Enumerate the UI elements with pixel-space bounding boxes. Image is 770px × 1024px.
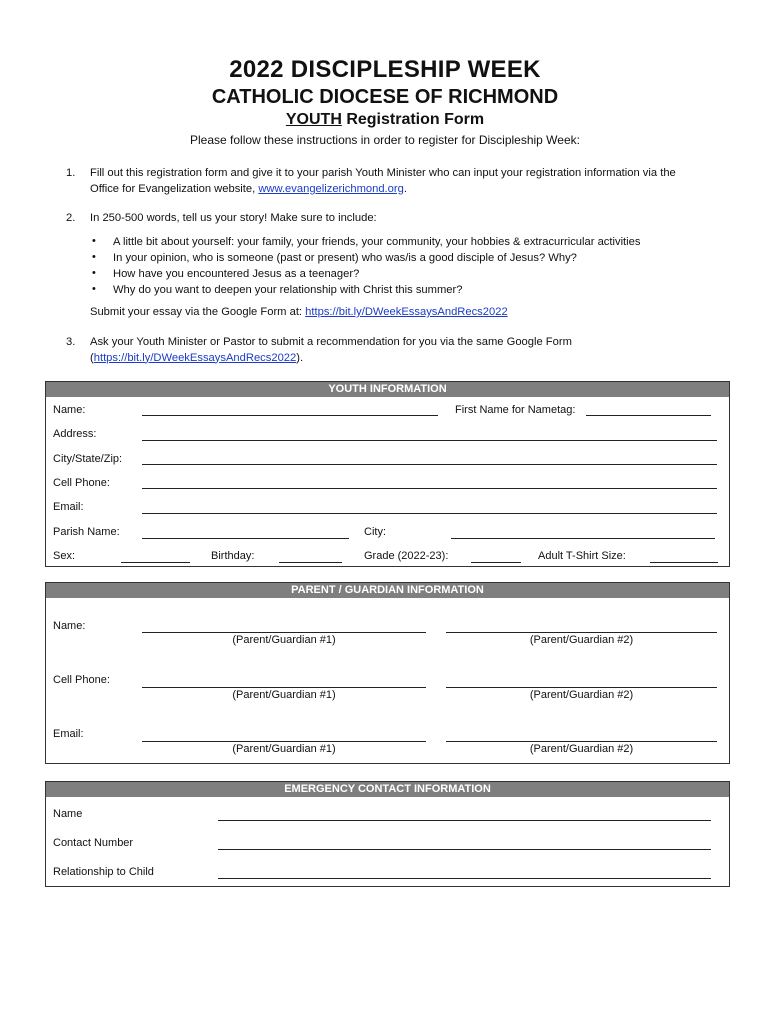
city-state-zip-field[interactable] xyxy=(142,464,717,465)
birthday-field[interactable] xyxy=(279,562,342,563)
diocese-title: CATHOLIC DIOCESE OF RICHMOND xyxy=(211,86,559,108)
parent1-caption: (Parent/Guardian #1) xyxy=(232,689,336,701)
parent1-name-field[interactable] xyxy=(142,632,426,633)
bullet-glyph: • xyxy=(92,251,96,263)
step-3-text xyxy=(90,335,730,366)
bullet-glyph: • xyxy=(92,267,96,279)
grade-label: Grade (2022-23): xyxy=(364,550,449,562)
parent-cell-label: Cell Phone: xyxy=(53,674,110,686)
parent2-caption: (Parent/Guardian #2) xyxy=(529,689,634,701)
youth-word: YOUTH xyxy=(285,111,342,128)
parent2-caption: (Parent/Guardian #2) xyxy=(529,743,634,755)
relationship-field[interactable] xyxy=(218,878,711,879)
youth-information-heading: YOUTH INFORMATION xyxy=(46,382,729,397)
youth-cell-field[interactable] xyxy=(142,488,717,489)
address-label: Address: xyxy=(53,428,97,440)
grade-field[interactable] xyxy=(471,562,521,563)
youth-name-field[interactable] xyxy=(142,415,438,416)
bullet-glyph: • xyxy=(92,283,96,295)
step-3-number: 3. xyxy=(66,336,76,348)
parent2-email-field[interactable] xyxy=(446,741,717,742)
step-1-end: . xyxy=(403,182,407,195)
bullet-item: In your opinion, who is someone (past or present) who was/is a good disciple of Jesus? Why? xyxy=(113,252,577,264)
step-3-close: ). xyxy=(296,351,304,364)
nametag-label: First Name for Nametag: xyxy=(455,404,576,416)
step-3-line-b xyxy=(90,351,730,367)
form-title: 2022 DISCIPLESHIP WEEK xyxy=(229,56,541,83)
address-field[interactable] xyxy=(142,440,717,441)
parish-city-label: City: xyxy=(364,526,386,538)
contact-number-label: Contact Number xyxy=(53,837,134,849)
parent-information-heading: PARENT / GUARDIAN INFORMATION xyxy=(46,583,729,598)
relationship-label: Relationship to Child xyxy=(53,866,154,878)
sex-label: Sex: xyxy=(53,550,76,562)
evangelize-link[interactable]: www.evangelizerichmond.org xyxy=(258,182,404,195)
step-1-number: 1. xyxy=(66,167,76,179)
birthday-label: Birthday: xyxy=(211,550,255,562)
essay-form-link[interactable]: https://bit.ly/DWeekEssaysAndRecs2022 xyxy=(305,306,508,318)
youth-email-label: Email: xyxy=(53,501,84,513)
sex-field[interactable] xyxy=(121,562,190,563)
parent2-cell-field[interactable] xyxy=(446,687,717,688)
parent1-cell-field[interactable] xyxy=(142,687,426,688)
submit-essay-line xyxy=(90,305,508,321)
shirt-size-field[interactable] xyxy=(650,562,718,563)
contact-number-field[interactable] xyxy=(218,849,711,850)
bullet-item: How have you encountered Jesus as a teenager? xyxy=(113,268,360,280)
step-1-line-b-text: Office for Evangelization website, xyxy=(90,182,259,195)
parent1-email-field[interactable] xyxy=(142,741,426,742)
youth-cell-label: Cell Phone: xyxy=(53,477,110,489)
step-1-line-a: Fill out this registration form and give it to your parish Youth Minister who can input your registration information via the xyxy=(90,167,676,179)
parent2-caption: (Parent/Guardian #2) xyxy=(529,634,634,646)
form-subtitle xyxy=(0,111,770,129)
parent2-name-field[interactable] xyxy=(446,632,717,633)
parent-email-label: Email: xyxy=(53,728,84,740)
city-state-zip-label: City/State/Zip: xyxy=(53,453,123,465)
registration-form-text: Registration Form xyxy=(341,111,485,128)
parent-information-section xyxy=(45,582,730,764)
step-2-text: In 250-500 words, tell us your story! Make sure to include: xyxy=(90,212,377,224)
bullet-item: A little bit about yourself: your family, your friends, your community, your hobbies & extracurricular activities xyxy=(113,236,641,248)
youth-information-section xyxy=(45,381,730,567)
parish-city-field[interactable] xyxy=(451,538,715,539)
step-2-number: 2. xyxy=(66,212,76,224)
emergency-name-label: Name xyxy=(53,808,83,820)
parent1-caption: (Parent/Guardian #1) xyxy=(232,634,336,646)
emergency-name-field[interactable] xyxy=(218,820,711,821)
youth-email-field[interactable] xyxy=(142,513,717,514)
bullet-item: Why do you want to deepen your relationship with Christ this summer? xyxy=(113,284,463,296)
shirt-size-label: Adult T-Shirt Size: xyxy=(538,550,626,562)
nametag-field[interactable] xyxy=(586,415,711,416)
recommendation-form-link[interactable]: https://bit.ly/DWeekEssaysAndRecs2022 xyxy=(93,351,297,364)
emergency-contact-heading: EMERGENCY CONTACT INFORMATION xyxy=(46,782,729,797)
youth-name-label: Name: xyxy=(53,404,86,416)
step-1-line-b xyxy=(90,182,730,198)
submit-essay-text: Submit your essay via the Google Form at: xyxy=(90,306,306,318)
parish-label: Parish Name: xyxy=(53,526,120,538)
parent1-caption: (Parent/Guardian #1) xyxy=(232,743,336,755)
instructions-intro: Please follow these instructions in order to register for Discipleship Week: xyxy=(190,133,580,147)
parish-field[interactable] xyxy=(142,538,349,539)
step-1-text xyxy=(90,166,730,197)
step-3-line-a: Ask your Youth Minister or Pastor to submit a recommendation for you via the same Google Form xyxy=(90,336,572,348)
step-3-open: ( xyxy=(90,351,94,364)
bullet-glyph: • xyxy=(92,235,96,247)
parent-name-label: Name: xyxy=(53,620,86,632)
